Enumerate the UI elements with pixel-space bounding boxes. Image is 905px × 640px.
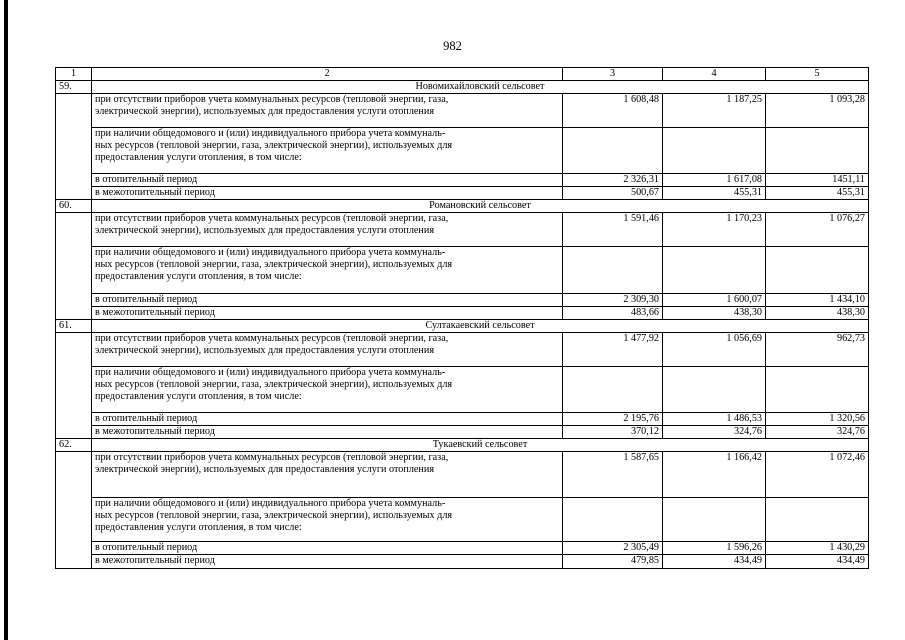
description-line: при наличии общедомового и (или) индивидуального прибора учета коммуналь- — [95, 498, 446, 509]
table-row — [56, 426, 869, 439]
row-description — [92, 213, 563, 247]
table-row — [56, 94, 869, 128]
value-col4: 1 170,23 — [663, 213, 766, 247]
value-col4-empty — [663, 367, 766, 413]
value-col3: 2 309,30 — [563, 294, 663, 307]
description-line: электрической энергии), используемых для предоставления услуги отопления — [95, 106, 435, 117]
value-col4: 1 056,69 — [663, 333, 766, 367]
table-row — [56, 542, 869, 555]
value-col4: 1 600,07 — [663, 294, 766, 307]
row-description — [92, 333, 563, 367]
value-col3: 2 195,76 — [563, 413, 663, 426]
value-col4: 1 596,26 — [663, 542, 766, 555]
value-col5: 455,31 — [766, 187, 869, 200]
row-description — [92, 128, 563, 174]
section-header-row — [56, 200, 869, 213]
description-line: при отсутствии приборов учета коммунальных ресурсов (тепловой энергии, газа, — [95, 333, 449, 344]
value-col4-empty — [663, 498, 766, 542]
description-line: при отсутствии приборов учета коммунальных ресурсов (тепловой энергии, газа, — [95, 213, 449, 224]
value-col4: 1 187,25 — [663, 94, 766, 128]
value-col3-empty — [563, 367, 663, 413]
section-number-span — [56, 94, 92, 200]
description-line: электрической энергии), используемых для предоставления услуги отопления — [95, 464, 435, 475]
value-col5: 1 320,56 — [766, 413, 869, 426]
value-col5: 324,76 — [766, 426, 869, 439]
value-col5: 434,49 — [766, 555, 869, 569]
value-col4: 324,76 — [663, 426, 766, 439]
description-line: предоставления услуги отопления, в том числе: — [95, 391, 302, 402]
page-edge-bar — [4, 0, 8, 640]
value-col5-empty — [766, 128, 869, 174]
section-number: 61. — [56, 320, 92, 333]
description-line: при отсутствии приборов учета коммунальных ресурсов (тепловой энергии, газа, — [95, 94, 449, 105]
value-col4-empty — [663, 128, 766, 174]
table-row — [56, 128, 869, 174]
description-line: предоставления услуги отопления, в том числе: — [95, 522, 302, 533]
row-label-interheating: в межотопительный период — [92, 307, 563, 320]
value-col4: 455,31 — [663, 187, 766, 200]
row-label-interheating: в межотопительный период — [92, 187, 563, 200]
value-col3: 500,67 — [563, 187, 663, 200]
table-row — [56, 452, 869, 498]
section-number: 62. — [56, 439, 92, 452]
value-col4: 1 617,08 — [663, 174, 766, 187]
row-description — [92, 367, 563, 413]
value-col5: 1 430,29 — [766, 542, 869, 555]
value-col3-empty — [563, 498, 663, 542]
column-header: 2 — [92, 68, 563, 81]
value-col4-empty — [663, 247, 766, 294]
value-col4: 1 486,53 — [663, 413, 766, 426]
value-col4: 438,30 — [663, 307, 766, 320]
section-number-span — [56, 213, 92, 320]
section-header-row — [56, 439, 869, 452]
row-label-interheating: в межотопительный период — [92, 426, 563, 439]
section-region-name: Новомихайловский сельсовет — [92, 81, 869, 94]
value-col5-empty — [766, 367, 869, 413]
value-col5: 1 093,28 — [766, 94, 869, 128]
table-row — [56, 498, 869, 542]
section-header-row — [56, 320, 869, 333]
value-col3: 483,66 — [563, 307, 663, 320]
table-row — [56, 555, 869, 569]
row-label-heating: в отопительный период — [92, 174, 563, 187]
description-line: ных ресурсов (тепловой энергии, газа, электрической энергии), используемых для — [95, 140, 453, 151]
value-col5: 438,30 — [766, 307, 869, 320]
table-row — [56, 333, 869, 367]
column-header: 5 — [766, 68, 869, 81]
section-region-name: Султакаевский сельсовет — [92, 320, 869, 333]
value-col3-empty — [563, 128, 663, 174]
description-line: ных ресурсов (тепловой энергии, газа, электрической энергии), используемых для — [95, 259, 453, 270]
value-col5: 962,73 — [766, 333, 869, 367]
page-number: 982 — [443, 39, 462, 53]
section-number: 59. — [56, 81, 92, 94]
description-line: предоставления услуги отопления, в том числе: — [95, 271, 302, 282]
table-row — [56, 247, 869, 294]
description-line: электрической энергии), используемых для предоставления услуги отопления — [95, 345, 435, 356]
row-label-heating: в отопительный период — [92, 413, 563, 426]
value-col3: 1 591,46 — [563, 213, 663, 247]
value-col5: 1451,11 — [766, 174, 869, 187]
description-line: ных ресурсов (тепловой энергии, газа, электрической энергии), используемых для — [95, 510, 453, 521]
row-description — [92, 452, 563, 498]
description-line: при наличии общедомового и (или) индивидуального прибора учета коммуналь- — [95, 128, 446, 139]
value-col3: 1 477,92 — [563, 333, 663, 367]
row-label-interheating: в межотопительный период — [92, 555, 563, 569]
column-header: 1 — [56, 68, 92, 81]
value-col3: 1 608,48 — [563, 94, 663, 128]
tariff-table — [55, 67, 869, 569]
value-col4: 1 166,42 — [663, 452, 766, 498]
value-col3: 2 305,49 — [563, 542, 663, 555]
table-row — [56, 307, 869, 320]
description-line: при отсутствии приборов учета коммунальных ресурсов (тепловой энергии, газа, — [95, 452, 449, 463]
value-col5-empty — [766, 247, 869, 294]
value-col3: 2 326,31 — [563, 174, 663, 187]
value-col4: 434,49 — [663, 555, 766, 569]
column-header-row — [56, 68, 869, 81]
description-line: электрической энергии), используемых для предоставления услуги отопления — [95, 225, 435, 236]
table-row — [56, 367, 869, 413]
row-label-heating: в отопительный период — [92, 542, 563, 555]
column-header: 4 — [663, 68, 766, 81]
table-row — [56, 174, 869, 187]
row-label-heating: в отопительный период — [92, 294, 563, 307]
description-line: при наличии общедомового и (или) индивидуального прибора учета коммуналь- — [95, 247, 446, 258]
value-col3-empty — [563, 247, 663, 294]
table-row — [56, 413, 869, 426]
value-col3: 370,12 — [563, 426, 663, 439]
value-col5: 1 072,46 — [766, 452, 869, 498]
table-row — [56, 187, 869, 200]
section-header-row — [56, 81, 869, 94]
section-region-name: Тукаевский сельсовет — [92, 439, 869, 452]
description-line: предоставления услуги отопления, в том числе: — [95, 152, 302, 163]
section-number: 60. — [56, 200, 92, 213]
section-number-span — [56, 333, 92, 439]
column-header: 3 — [563, 68, 663, 81]
section-number-span — [56, 452, 92, 569]
value-col3: 1 587,65 — [563, 452, 663, 498]
value-col5: 1 076,27 — [766, 213, 869, 247]
value-col5-empty — [766, 498, 869, 542]
row-description — [92, 498, 563, 542]
value-col5: 1 434,10 — [766, 294, 869, 307]
description-line: при наличии общедомового и (или) индивидуального прибора учета коммуналь- — [95, 367, 446, 378]
table-row — [56, 213, 869, 247]
section-region-name: Романовский сельсовет — [92, 200, 869, 213]
description-line: ных ресурсов (тепловой энергии, газа, электрической энергии), используемых для — [95, 379, 453, 390]
table-row — [56, 294, 869, 307]
row-description — [92, 94, 563, 128]
row-description — [92, 247, 563, 294]
value-col3: 479,85 — [563, 555, 663, 569]
